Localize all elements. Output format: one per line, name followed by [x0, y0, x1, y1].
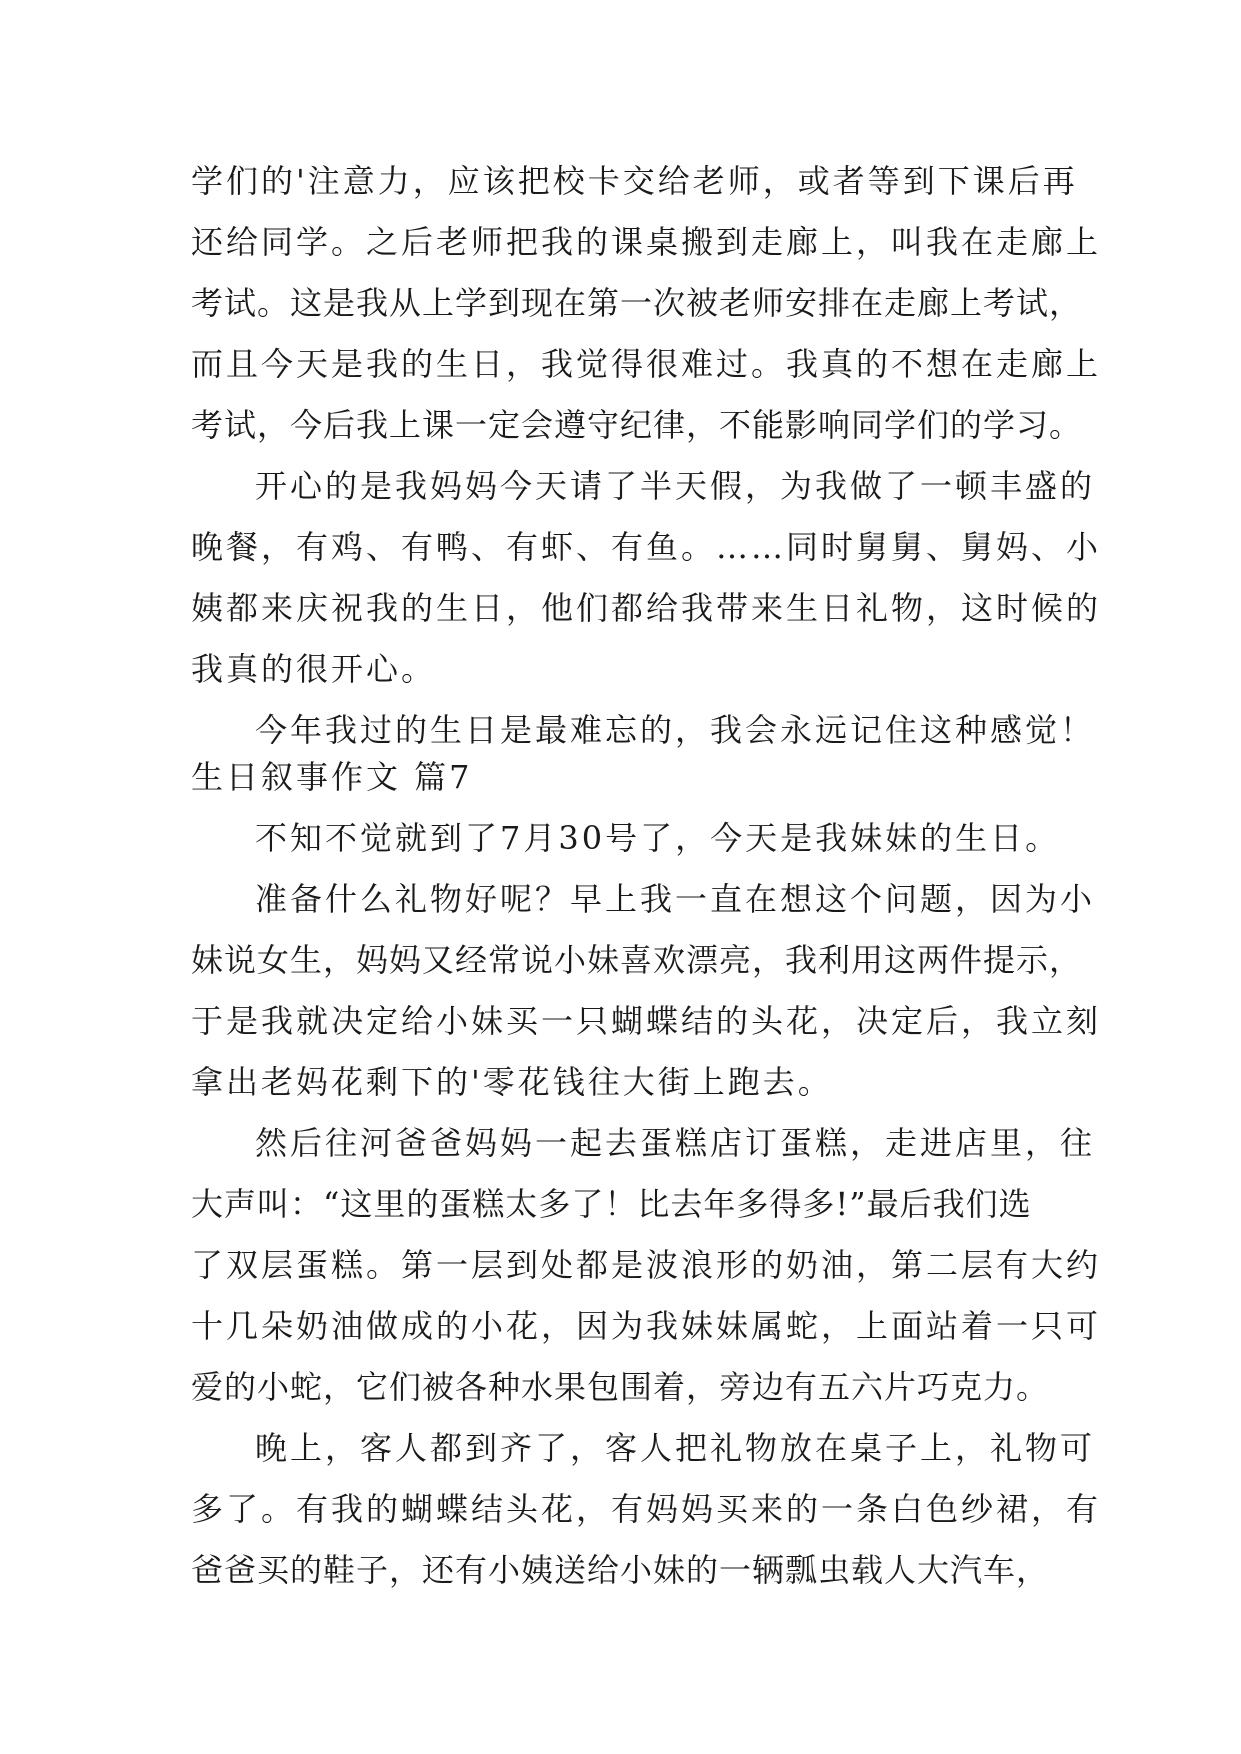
text-line: 不知不觉就到了7月30号了，今天是我妹妹的生日。	[255, 819, 1061, 857]
text-line: 十几朵奶油做成的小花，因为我妹妹属蛇，上面站着一只可	[191, 1307, 1102, 1345]
text-line: 爸爸买的鞋子，还有小姨送给小妹的一辆瓢虫载人大汽车，	[191, 1551, 1050, 1589]
text-line: 于是我就决定给小妹买一只蝴蝶结的头花，决定后，我立刻	[191, 1002, 1102, 1040]
text-line: 然后往河爸爸妈妈一起去蛋糕店订蛋糕，走进店里，往	[255, 1124, 1096, 1162]
text-line: 学们的'注意力，应该把校卡交给老师，或者等到下课后再	[191, 162, 1078, 200]
text-line: 晚上，客人都到齐了，客人把礼物放在桌子上，礼物可	[255, 1429, 1096, 1467]
text-line: 考试，今后我上课一定会遵守纪律，不能影响同学们的学习。	[191, 406, 1083, 444]
text-line: 拿出老妈花剩下的'零花钱往大街上跑去。	[191, 1063, 833, 1101]
text-line: 晚餐，有鸡、有鸭、有虾、有鱼。……同时舅舅、舅妈、小	[191, 528, 1102, 566]
text-line: 而且今天是我的生日，我觉得很难过。我真的不想在走廊上	[191, 345, 1102, 383]
text-line: 姨都来庆祝我的生日，他们都给我带来生日礼物，这时候的	[191, 589, 1102, 627]
text-line: 大声叫：“这里的蛋糕太多了！比去年多得多!”最后我们选	[191, 1185, 1032, 1223]
text-line: 妹说女生，妈妈又经常说小妹喜欢漂亮，我利用这两件提示，	[191, 941, 1083, 979]
text-line: 准备什么礼物好呢？早上我一直在想这个问题，因为小	[255, 880, 1096, 918]
text-line: 还给同学。之后老师把我的课桌搬到走廊上，叫我在走廊上	[191, 223, 1102, 261]
text-line: 考试。这是我从上学到现在第一次被老师安排在走廊上考试，	[191, 284, 1083, 322]
text-line: 多了。有我的蝴蝶结头花，有妈妈买来的一条白色纱裙，有	[191, 1490, 1102, 1528]
section-heading: 生日叙事作文 篇7	[191, 758, 473, 796]
text-line: 今年我过的生日是最难忘的，我会永远记住这种感觉！	[255, 711, 1096, 749]
text-line: 爱的小蛇，它们被各种水果包围着，旁边有五六片巧克力。	[191, 1368, 1050, 1406]
text-line: 我真的很开心。	[191, 650, 437, 688]
text-line: 了双层蛋糕。第一层到处都是波浪形的奶油，第二层有大约	[191, 1246, 1102, 1284]
text-line: 开心的是我妈妈今天请了半天假，为我做了一顿丰盛的	[255, 467, 1096, 505]
